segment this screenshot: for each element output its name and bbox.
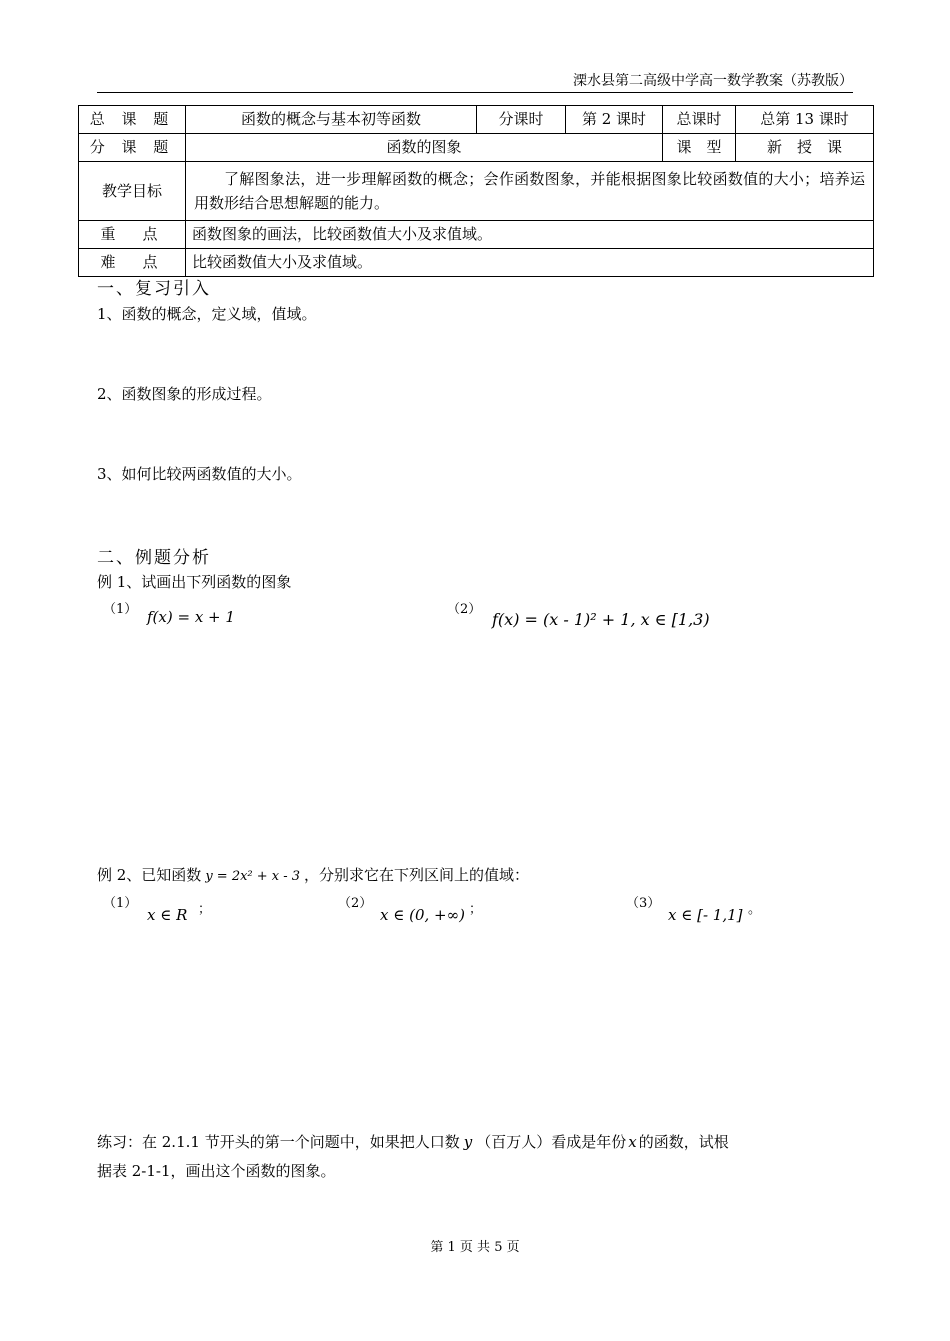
subtopic: 函数的图象 — [186, 134, 663, 162]
ex2-part2-num: （2） — [338, 896, 373, 911]
example-1-title: 例 1、试画出下列函数的图象 — [97, 573, 292, 591]
label-key-point: 重 点 — [79, 221, 186, 249]
practice-text-a: 练习：在 2.1.1 节开头的第一个问题中，如果把人口数 — [97, 1133, 460, 1151]
ex2-part2-end: ； — [469, 902, 483, 917]
difficulty-text: 比较函数值大小及求值域。 — [186, 249, 874, 277]
total-topic: 函数的概念与基本初等函数 — [186, 106, 477, 134]
table-row — [79, 134, 874, 162]
key-point-text: 函数图象的画法，比较函数值大小及求值域。 — [186, 221, 874, 249]
practice-line-2: 据表 2-1-1，画出这个函数的图象。 — [97, 1162, 336, 1180]
ex1-part2-num: （2） — [447, 602, 482, 617]
ex2-title-pre: 例 2、已知函数 — [97, 866, 202, 884]
label-objectives: 教学目标 — [79, 162, 186, 221]
ex2-part3-num: （3） — [626, 896, 661, 911]
table-row — [79, 106, 874, 134]
ex2-formula: y = 2x² + x - 3 — [205, 869, 301, 884]
ex2-part1: x ∈ R — [147, 906, 188, 924]
ex2-part1-num: （1） — [103, 896, 138, 911]
label-total-topic: 总 课 题 — [79, 106, 186, 134]
ex2-part2: x ∈ (0, +∞) — [380, 906, 465, 924]
lesson-value: 第 2 课时 — [566, 106, 663, 134]
example-2-title — [97, 864, 529, 885]
practice-line-1 — [97, 1131, 729, 1152]
table-row — [79, 249, 874, 277]
review-item-1: 1、函数的概念，定义域，值域。 — [97, 305, 317, 323]
page-footer: 第 1 页 共 5 页 — [430, 1240, 520, 1255]
objectives-text: 了解图象法，进一步理解函数的概念；会作函数图象，并能根据图象比较函数值的大小；培养运用数形结合思想解题的能力。 — [186, 162, 874, 221]
total-lessons-label: 总课时 — [663, 106, 736, 134]
lesson-info-table — [78, 105, 874, 277]
lesson-label: 分课时 — [477, 106, 566, 134]
ex2-part3-end: 。 — [748, 902, 762, 917]
ex1-part1-num: （1） — [103, 602, 138, 617]
table-row — [79, 221, 874, 249]
school-title: 溧水县第二高级中学高一数学教案（苏教版） — [573, 73, 853, 89]
practice-text-b: （百万人）看成是年份 — [476, 1133, 627, 1151]
table-row — [79, 162, 874, 221]
page-header — [97, 70, 853, 93]
ex2-part1-end: ； — [198, 902, 212, 917]
label-subtopic: 分 课 题 — [79, 134, 186, 162]
review-item-2: 2、函数图象的形成过程。 — [97, 385, 272, 403]
type-value: 新 授 课 — [736, 134, 874, 162]
practice-var-x: x — [628, 1133, 637, 1151]
ex2-part3: x ∈ [- 1,1] — [668, 906, 743, 924]
review-item-3: 3、如何比较两函数值的大小。 — [97, 465, 302, 483]
practice-text-c: 的函数，试根 — [638, 1133, 729, 1151]
ex1-part1-formula: f(x) = x + 1 — [147, 608, 235, 626]
section-examples-title: 二、例题分析 — [97, 548, 211, 568]
ex1-part2-formula: f(x) = (x - 1)² + 1, x ∈ [1,3) — [492, 610, 710, 629]
label-difficulty: 难 点 — [79, 249, 186, 277]
ex2-title-post: ，分别求它在下列区间上的值域： — [304, 866, 530, 884]
total-lessons-value: 总第 13 课时 — [736, 106, 874, 134]
practice-var-y: y — [463, 1133, 473, 1151]
type-label: 课 型 — [663, 134, 736, 162]
section-review-title: 一、复习引入 — [97, 279, 211, 299]
